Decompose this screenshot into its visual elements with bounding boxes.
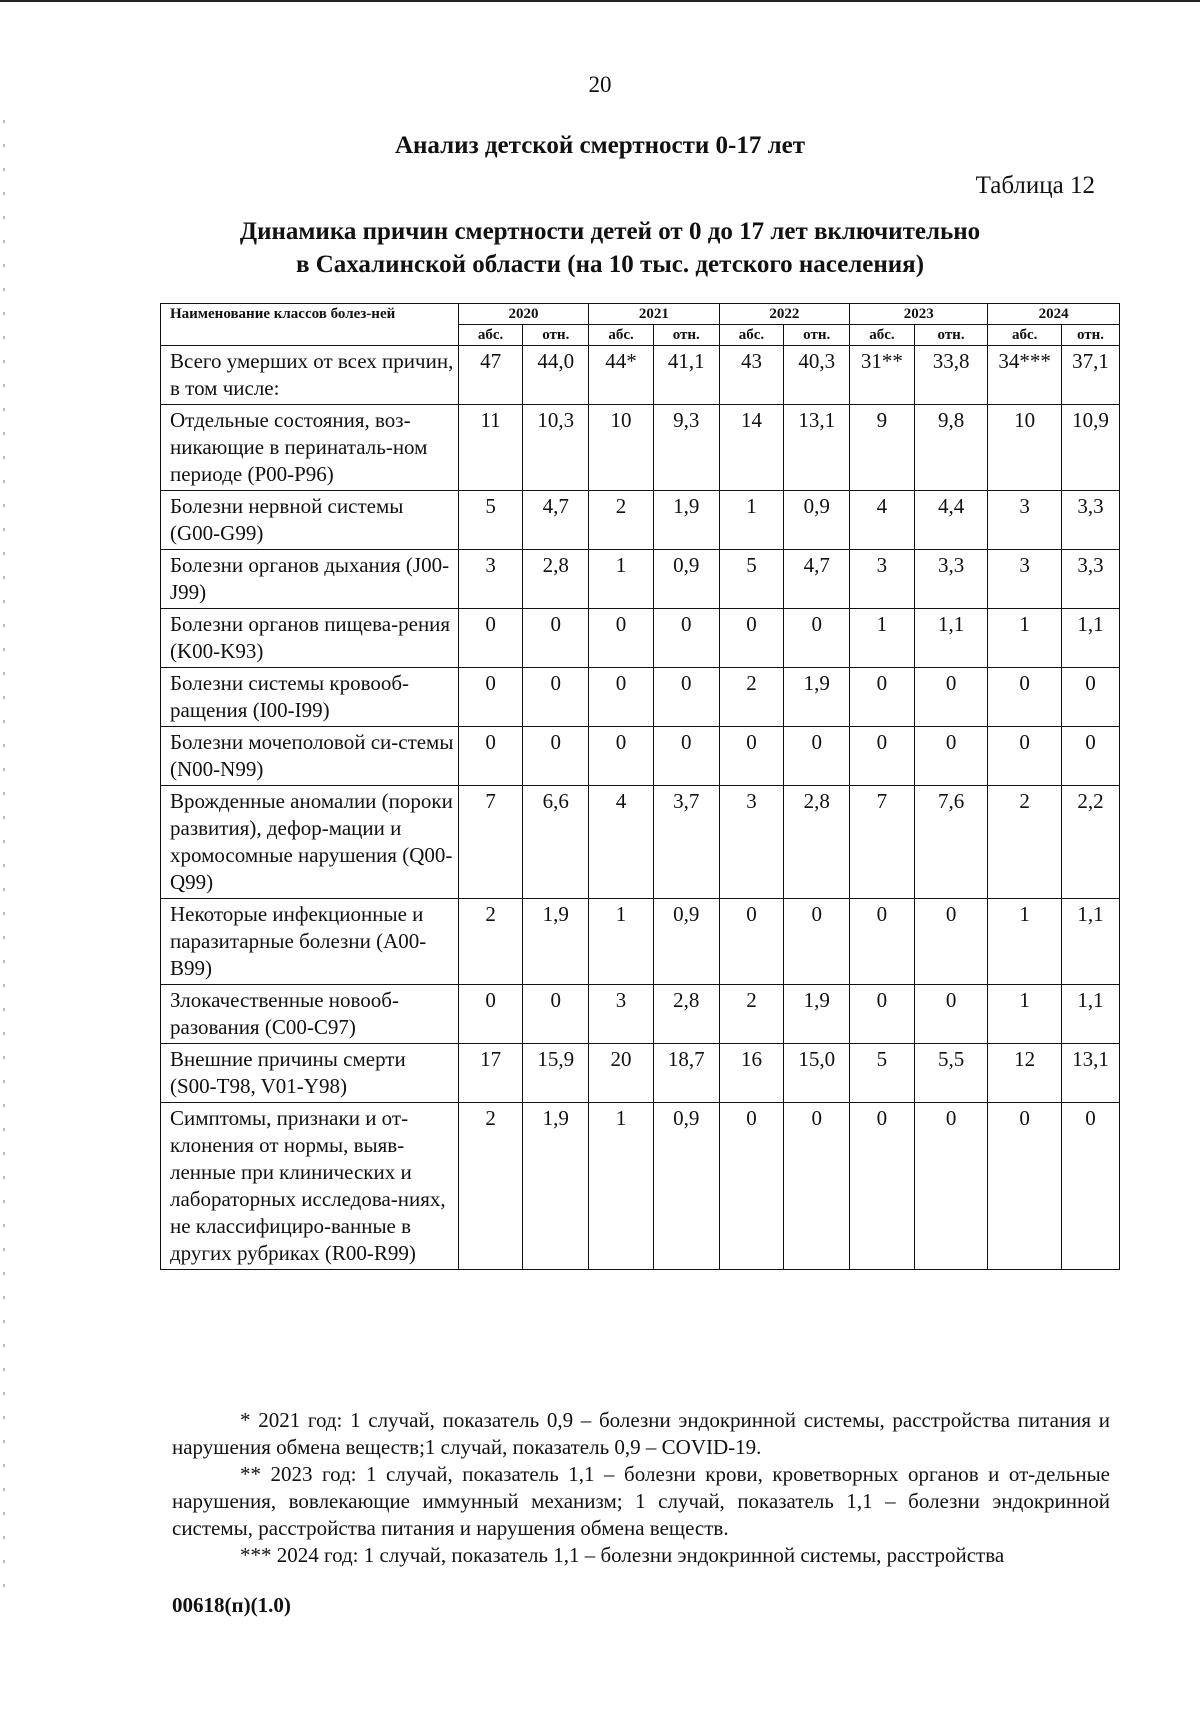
year-header: 2024 (988, 304, 1120, 325)
abs-value-cell: 1 (719, 491, 784, 550)
rel-value-cell: 0 (653, 668, 719, 727)
abs-value-cell: 34*** (988, 346, 1062, 405)
rel-value-cell: 2,8 (784, 786, 850, 899)
table-row (161, 405, 1120, 491)
abs-value-cell: 2 (988, 786, 1062, 899)
table-row (161, 346, 1120, 405)
table-row (161, 1044, 1120, 1103)
table-row (161, 786, 1120, 899)
abs-value-cell: 0 (850, 668, 915, 727)
rel-value-cell: 0 (784, 899, 850, 985)
table-row (161, 985, 1120, 1044)
abs-value-cell: 14 (719, 405, 784, 491)
abs-value-cell: 10 (589, 405, 654, 491)
rel-value-cell: 0 (914, 727, 988, 786)
abs-value-cell: 20 (589, 1044, 654, 1103)
rel-value-cell: 3,7 (653, 786, 719, 899)
abs-value-cell: 5 (458, 491, 523, 550)
abs-value-cell: 0 (988, 727, 1062, 786)
abs-value-cell: 3 (850, 550, 915, 609)
table-row (161, 1103, 1120, 1270)
rel-value-cell: 41,1 (653, 346, 719, 405)
rel-value-cell: 0 (1061, 668, 1119, 727)
rel-header: отн. (1061, 325, 1119, 346)
rel-value-cell: 4,7 (523, 491, 589, 550)
rel-value-cell: 0 (523, 609, 589, 668)
rel-value-cell: 0 (784, 727, 850, 786)
rel-header: отн. (523, 325, 589, 346)
abs-header: абс. (589, 325, 654, 346)
rel-value-cell: 0 (1061, 727, 1119, 786)
abs-value-cell: 2 (719, 668, 784, 727)
rel-value-cell: 0 (1061, 1103, 1119, 1270)
rel-value-cell: 1,1 (1061, 899, 1119, 985)
abs-value-cell: 9 (850, 405, 915, 491)
table-title-line-2: в Сахалинской области (на 10 тыс. детского населения) (295, 251, 925, 278)
abs-value-cell: 0 (458, 609, 523, 668)
abs-value-cell: 4 (850, 491, 915, 550)
abs-header: абс. (988, 325, 1062, 346)
year-header: 2020 (458, 304, 588, 325)
abs-value-cell: 1 (850, 609, 915, 668)
table-label: Таблица 12 (975, 172, 1095, 199)
rel-value-cell: 10,3 (523, 405, 589, 491)
scan-edge-marks (3, 120, 5, 1600)
abs-header: абс. (850, 325, 915, 346)
table-row (161, 727, 1120, 786)
abs-value-cell: 0 (719, 609, 784, 668)
abs-value-cell: 3 (589, 985, 654, 1044)
abs-value-cell: 2 (719, 985, 784, 1044)
footnote-2023: ** 2023 год: 1 случай, показатель 1,1 – болезни крови, кроветворных органов и от-дельные нарушения, вовлекающие иммунный механизм; 1 случай, показатель 1,1 – болезни эндокринной системы, расстройства питания и нарушения обмена веществ. (172, 1462, 1110, 1540)
disease-class-name: Болезни органов пищева-рения (K00-K93) (161, 609, 459, 668)
rel-value-cell: 10,9 (1061, 405, 1119, 491)
disease-class-name: Болезни мочеполовой си-стемы (N00-N99) (161, 727, 459, 786)
rel-value-cell: 0 (914, 1103, 988, 1270)
table-row (161, 899, 1120, 985)
rel-value-cell: 0 (523, 668, 589, 727)
abs-value-cell: 3 (719, 786, 784, 899)
table-row (161, 609, 1120, 668)
rel-value-cell: 13,1 (1061, 1044, 1119, 1103)
rel-value-cell: 1,1 (914, 609, 988, 668)
footnote-2021: * 2021 год: 1 случай, показатель 0,9 – болезни эндокринной системы, расстройства питания и нарушения обмена веществ;1 случай, показатель 0,9 – COVID-19. (172, 1408, 1110, 1459)
rel-value-cell: 1,1 (1061, 985, 1119, 1044)
rel-value-cell: 0 (653, 609, 719, 668)
rel-value-cell: 40,3 (784, 346, 850, 405)
disease-class-name: Болезни органов дыхания (J00-J99) (161, 550, 459, 609)
rel-value-cell: 0 (784, 609, 850, 668)
rel-value-cell: 15,9 (523, 1044, 589, 1103)
rel-header: отн. (784, 325, 850, 346)
rel-value-cell: 0,9 (653, 550, 719, 609)
rel-value-cell: 9,8 (914, 405, 988, 491)
abs-value-cell: 0 (458, 985, 523, 1044)
rel-value-cell: 3,3 (1061, 550, 1119, 609)
footnotes (172, 1407, 1110, 1569)
abs-value-cell: 12 (988, 1044, 1062, 1103)
rel-value-cell: 0,9 (653, 899, 719, 985)
table-title (150, 215, 1070, 281)
table-row (161, 550, 1120, 609)
rel-value-cell: 3,3 (914, 550, 988, 609)
rel-value-cell: 6,6 (523, 786, 589, 899)
abs-value-cell: 1 (988, 985, 1062, 1044)
rel-value-cell: 2,2 (1061, 786, 1119, 899)
rel-value-cell: 1,9 (523, 899, 589, 985)
rel-header: отн. (914, 325, 988, 346)
disease-class-name: Симптомы, признаки и от-клонения от нормы, выяв-ленные при клинических и лабораторных исследова-ниях, не классифициро-ванные в других рубриках (R00-R99) (161, 1103, 459, 1270)
abs-value-cell: 1 (988, 609, 1062, 668)
rel-value-cell: 0 (523, 985, 589, 1044)
year-header: 2022 (719, 304, 849, 325)
rel-value-cell: 3,3 (1061, 491, 1119, 550)
abs-value-cell: 0 (458, 668, 523, 727)
abs-value-cell: 2 (458, 1103, 523, 1270)
abs-value-cell: 0 (850, 727, 915, 786)
disease-class-name: Болезни нервной системы (G00-G99) (161, 491, 459, 550)
year-header: 2021 (589, 304, 719, 325)
abs-value-cell: 0 (719, 1103, 784, 1270)
rel-value-cell: 44,0 (523, 346, 589, 405)
footnote-2024: *** 2024 год: 1 случай, показатель 1,1 – болезни эндокринной системы, расстройства (240, 1543, 1005, 1567)
disease-class-name: Всего умерших от всех причин, в том числе: (161, 346, 459, 405)
rel-value-cell: 13,1 (784, 405, 850, 491)
rel-value-cell: 9,3 (653, 405, 719, 491)
rel-value-cell: 1,1 (1061, 609, 1119, 668)
disease-class-name: Внешние причины смерти (S00-T98, V01-Y98) (161, 1044, 459, 1103)
abs-header: абс. (458, 325, 523, 346)
rel-value-cell: 4,4 (914, 491, 988, 550)
rel-value-cell: 2,8 (653, 985, 719, 1044)
abs-value-cell: 3 (988, 550, 1062, 609)
rel-value-cell: 18,7 (653, 1044, 719, 1103)
rel-value-cell: 33,8 (914, 346, 988, 405)
table-body (161, 346, 1120, 1270)
disease-class-name: Некоторые инфекционные и паразитарные болезни (A00-B99) (161, 899, 459, 985)
rel-value-cell: 0,9 (653, 1103, 719, 1270)
abs-value-cell: 0 (850, 985, 915, 1044)
rel-value-cell: 7,6 (914, 786, 988, 899)
rel-value-cell: 1,9 (784, 668, 850, 727)
disease-class-name: Отдельные состояния, воз-никающие в перинаталь-ном периоде (P00-P96) (161, 405, 459, 491)
disease-class-name: Злокачественные новооб-разования (C00-C97) (161, 985, 459, 1044)
abs-value-cell: 0 (589, 727, 654, 786)
rel-value-cell: 0 (914, 668, 988, 727)
abs-value-cell: 0 (719, 727, 784, 786)
abs-value-cell: 10 (988, 405, 1062, 491)
section-heading: Анализ детской смертности 0-17 лет (394, 132, 806, 159)
abs-value-cell: 1 (589, 1103, 654, 1270)
abs-value-cell: 3 (458, 550, 523, 609)
rel-value-cell: 0 (914, 899, 988, 985)
rel-value-cell: 1,9 (523, 1103, 589, 1270)
abs-value-cell: 7 (850, 786, 915, 899)
year-header: 2023 (850, 304, 988, 325)
abs-value-cell: 0 (850, 899, 915, 985)
rel-value-cell: 5,5 (914, 1044, 988, 1103)
mortality-table (160, 303, 1120, 1270)
abs-value-cell: 0 (988, 1103, 1062, 1270)
abs-value-cell: 43 (719, 346, 784, 405)
abs-value-cell: 0 (589, 609, 654, 668)
rel-value-cell: 15,0 (784, 1044, 850, 1103)
rel-value-cell: 2,8 (523, 550, 589, 609)
rel-value-cell: 0 (784, 1103, 850, 1270)
abs-value-cell: 16 (719, 1044, 784, 1103)
abs-value-cell: 0 (458, 727, 523, 786)
document-code: 00618(п)(1.0) (172, 1593, 291, 1617)
abs-value-cell: 1 (589, 899, 654, 985)
page-number: 20 (588, 72, 612, 97)
table-row (161, 668, 1120, 727)
abs-value-cell: 17 (458, 1044, 523, 1103)
abs-value-cell: 0 (850, 1103, 915, 1270)
abs-value-cell: 4 (589, 786, 654, 899)
rel-header: отн. (653, 325, 719, 346)
abs-value-cell: 1 (988, 899, 1062, 985)
table-row (161, 491, 1120, 550)
disease-class-name: Болезни системы кровооб-ращения (I00-I99) (161, 668, 459, 727)
rel-value-cell: 0 (653, 727, 719, 786)
abs-header: абс. (719, 325, 784, 346)
abs-value-cell: 31** (850, 346, 915, 405)
abs-value-cell: 3 (988, 491, 1062, 550)
abs-value-cell: 44* (589, 346, 654, 405)
abs-value-cell: 11 (458, 405, 523, 491)
rel-value-cell: 1,9 (784, 985, 850, 1044)
rel-value-cell: 4,7 (784, 550, 850, 609)
rel-value-cell: 37,1 (1061, 346, 1119, 405)
rel-value-cell: 0 (914, 985, 988, 1044)
table-title-line-1: Динамика причин смертности детей от 0 до 17 лет включительно (239, 218, 981, 245)
abs-value-cell: 0 (988, 668, 1062, 727)
abs-value-cell: 0 (589, 668, 654, 727)
top-border-line (0, 0, 1200, 2)
rel-value-cell: 1,9 (653, 491, 719, 550)
disease-class-name: Врожденные аномалии (пороки развития), дефор-мации и хромосомные нарушения (Q00-Q99) (161, 786, 459, 899)
abs-value-cell: 47 (458, 346, 523, 405)
rel-value-cell: 0 (523, 727, 589, 786)
abs-value-cell: 1 (589, 550, 654, 609)
abs-value-cell: 5 (719, 550, 784, 609)
rel-value-cell: 0,9 (784, 491, 850, 550)
table-header-years-row (161, 304, 1120, 325)
abs-value-cell: 7 (458, 786, 523, 899)
abs-value-cell: 2 (458, 899, 523, 985)
disease-class-header: Наименование классов болез-ней (161, 304, 459, 346)
abs-value-cell: 0 (719, 899, 784, 985)
abs-value-cell: 2 (589, 491, 654, 550)
abs-value-cell: 5 (850, 1044, 915, 1103)
